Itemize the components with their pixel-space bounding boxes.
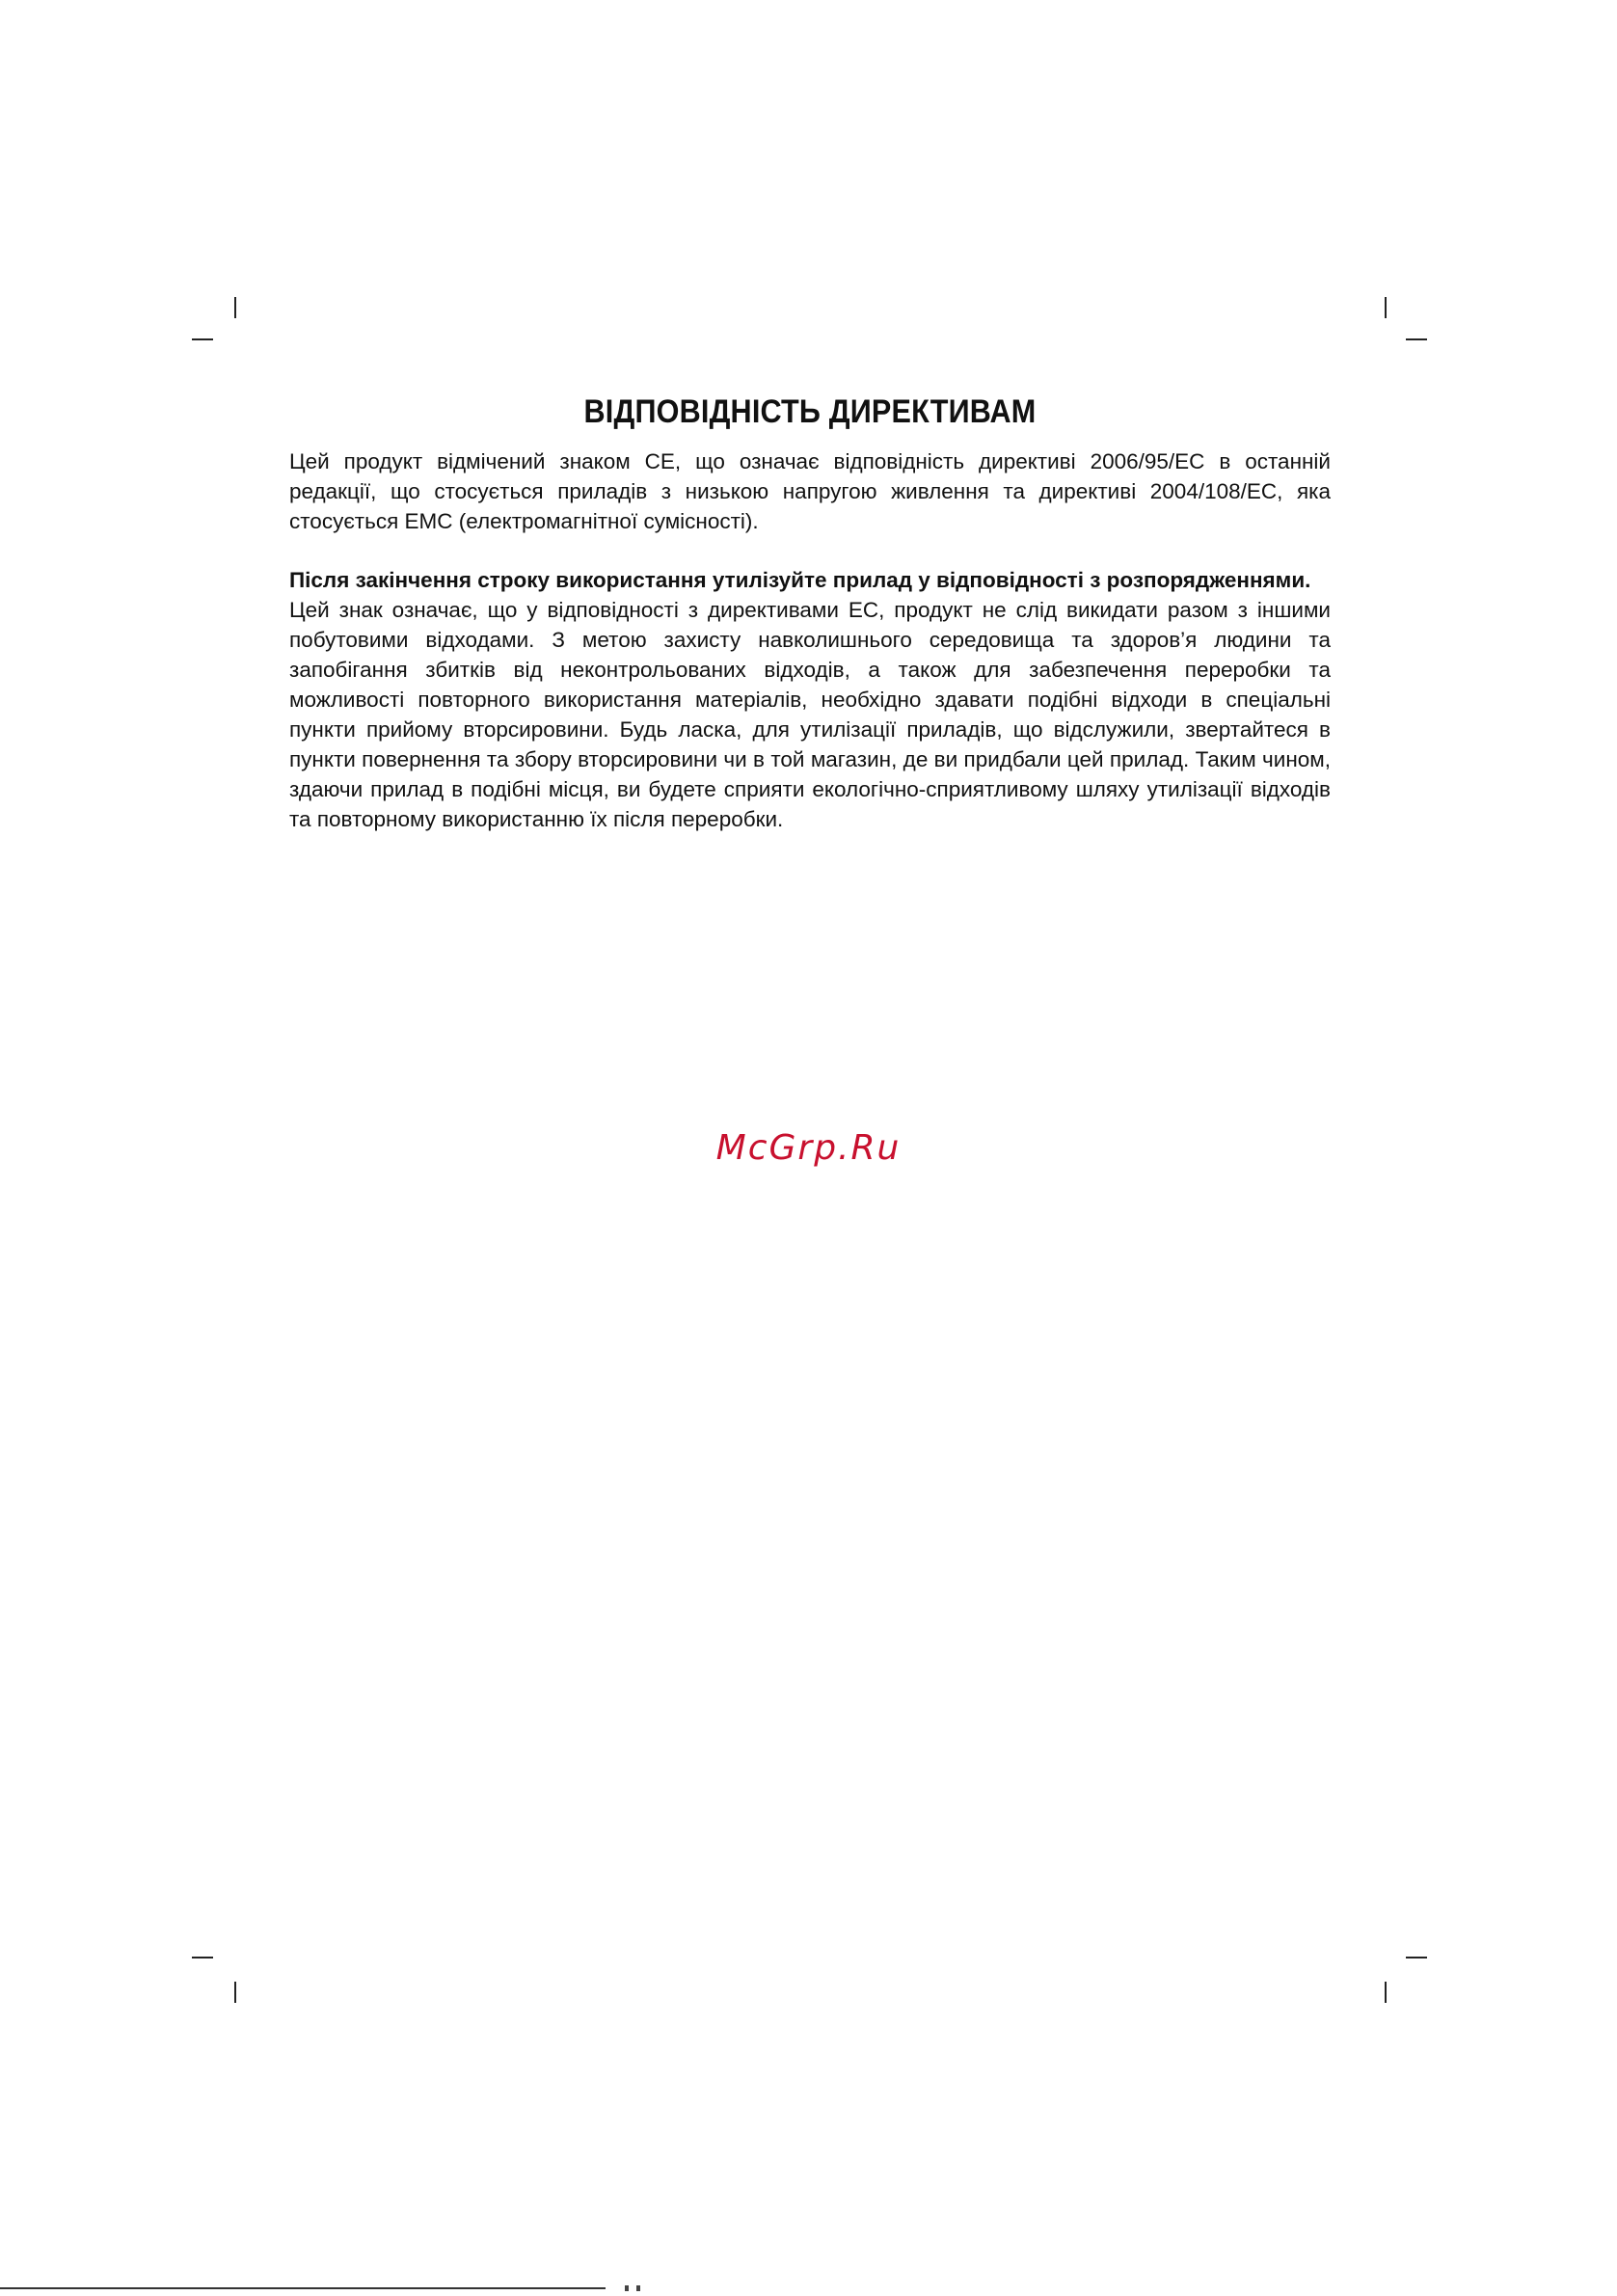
crop-mark-bottom-left-vertical — [234, 1982, 236, 2003]
paragraph-gap — [289, 536, 1331, 565]
ce-compliance-paragraph: Цей продукт відмічений знаком CE, що означає відповідність директиві 2006/95/EC в останній редакції, що стосується приладів з низькою напругою живлення та директиві 2004/108/EC, яка стосується EMC (електромагнітної сумісності). — [289, 449, 1331, 533]
page-content — [289, 393, 1331, 834]
crop-mark-top-right-vertical — [1385, 297, 1387, 318]
crop-mark-bottom-left-horizontal — [192, 1957, 213, 1958]
footer-mark — [636, 2285, 640, 2291]
crop-mark-top-right-horizontal — [1406, 338, 1427, 340]
disposal-paragraph: Цей знак означає, що у відповідності з директивами ЕС, продукт не слід викидати разом з іншими побутовими відходами. З метою захисту навколишнього середовища та здоров’я людини та запобігання збитків від неконтрольованих відходів, а також для забезпечення переробки та можливості повторного використання матеріалів, необхідно здавати подібні відходи в спеціальні пункти прийому вторсировини. Будь ласка, для утилізації приладів, що відслужили, звертайтеся в пункти повернення та збору вторсировини чи в той магазин, де ви придбали цей прилад. Таким чином, здаючи прилад в подібні місця, ви будете сприяти екологічно-сприятливому шляху утилізації відходів та повторному використанню їх після переробки. — [289, 598, 1331, 831]
footer-rule — [0, 2287, 606, 2289]
crop-mark-top-left-vertical — [234, 297, 236, 318]
page-title: ВІДПОВІДНІСТЬ ДИРЕКТИВАМ — [583, 393, 1037, 430]
crop-mark-bottom-right-vertical — [1385, 1982, 1387, 2003]
crop-mark-bottom-right-horizontal — [1406, 1957, 1427, 1958]
watermark: McGrp.Ru — [715, 1128, 902, 1168]
footer-mark — [625, 2285, 629, 2291]
disposal-heading: Після закінчення строку використання утилізуйте прилад у відповідності з розпорядженнями. — [289, 568, 1311, 592]
crop-mark-top-left-horizontal — [192, 338, 213, 340]
